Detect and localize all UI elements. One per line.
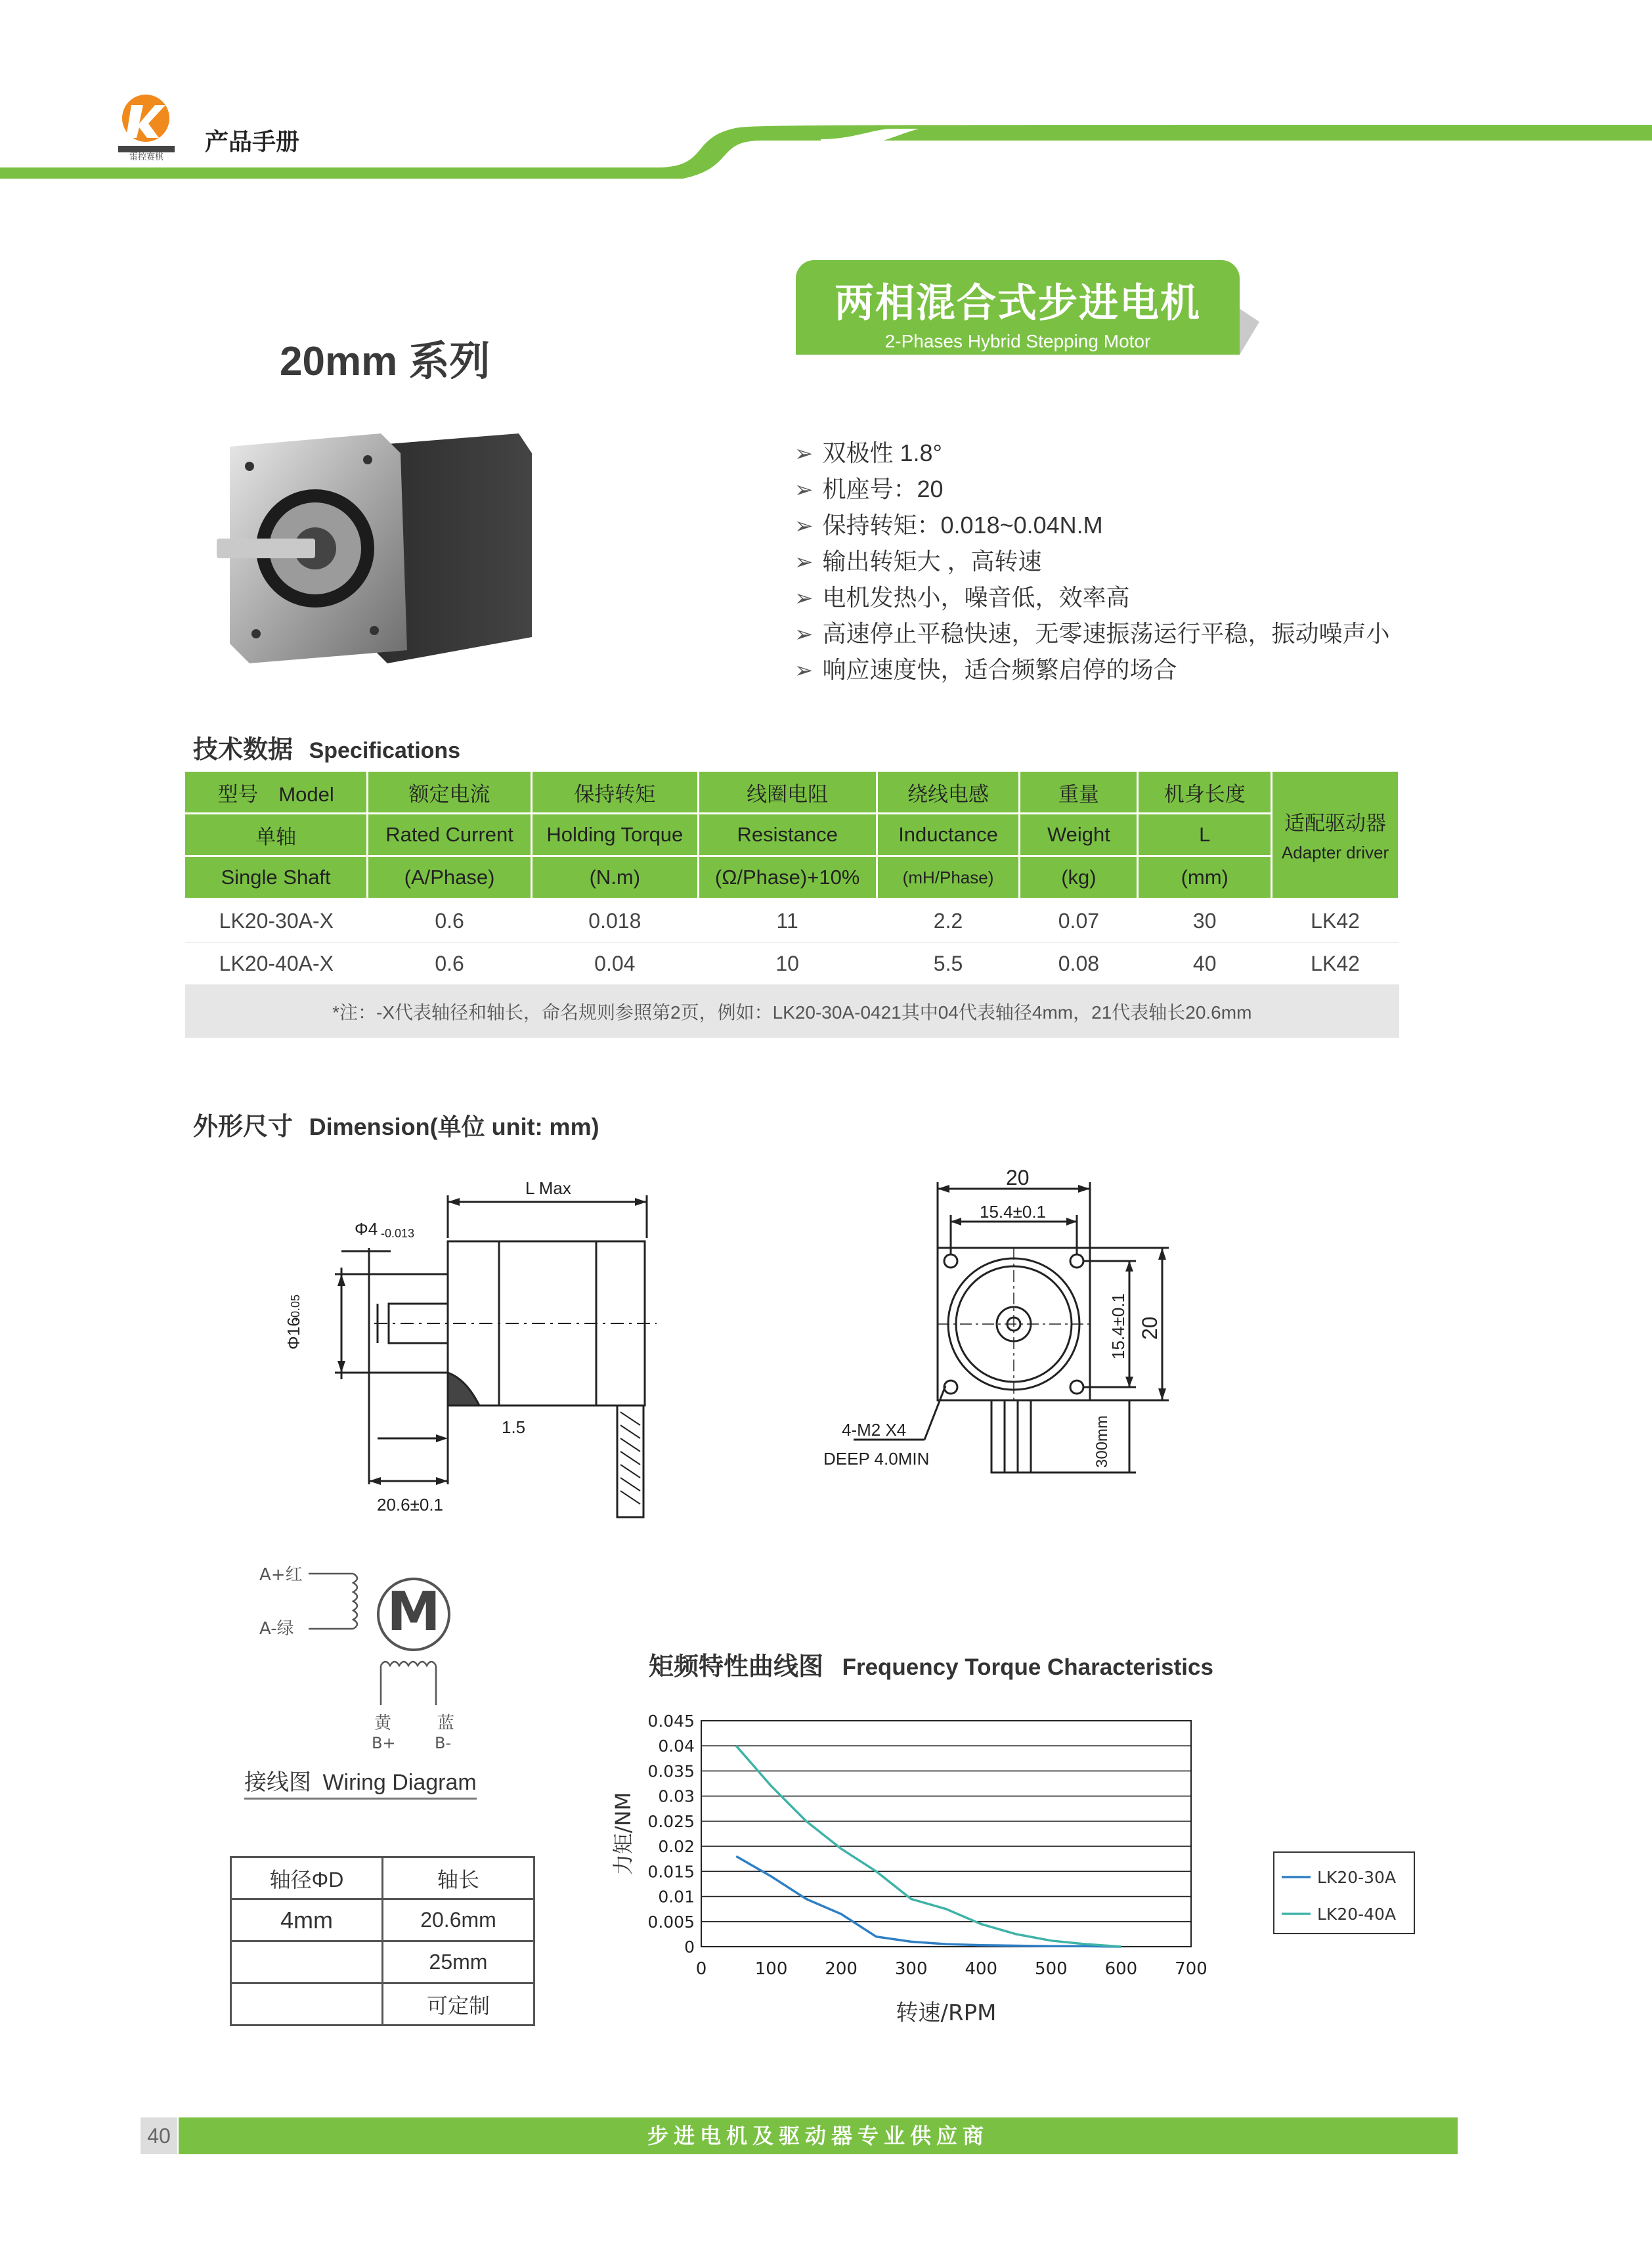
th-length-unit: (mm) (1138, 856, 1272, 899)
footer-slogan: 步进电机及驱动器专业供应商 (179, 2117, 1458, 2154)
th-single-shaft: Single Shaft (185, 856, 368, 899)
th-length-en: L (1138, 814, 1272, 856)
label-deep: DEEP 4.0MIN (823, 1449, 930, 1469)
cell-resistance: 10 (698, 942, 877, 985)
cell-torque: 0.018 (531, 899, 698, 942)
th-inductance-unit: (mH/Phase) (877, 856, 1020, 899)
shaft-th-length: 轴长 (383, 1857, 534, 1899)
th-current: 额定电流 (368, 772, 532, 814)
table-row (185, 942, 1399, 985)
x-tick-label: 500 (1035, 1959, 1068, 1979)
cell-length: 40 (1138, 942, 1272, 985)
th-torque-en: Holding Torque (531, 814, 698, 856)
y-tick-label: 0.045 (647, 1712, 695, 1731)
specs-table (185, 772, 1400, 1038)
specs-note: *注：-X代表轴径和轴长，命名规则参照第2页，例如：LK20-30A-0421其中04代表轴径4mm，21代表轴长20.6mm (185, 985, 1399, 1038)
cell-current: 0.6 (368, 899, 532, 942)
y-tick-label: 0.035 (647, 1761, 695, 1781)
x-tick-label: 100 (754, 1959, 788, 1979)
dimension-title-zh: 外形尺寸 (193, 1113, 293, 1141)
cell-current: 0.6 (368, 942, 532, 985)
label-phi4-tol: -0.013 (381, 1227, 415, 1240)
label-wire-300: 300mm (1093, 1415, 1111, 1468)
dimension-section-title (193, 1106, 599, 1142)
x-tick-label: 400 (965, 1959, 998, 1979)
cell-length: 30 (1138, 899, 1272, 942)
x-tick-label: 700 (1175, 1959, 1207, 1979)
shaft-cell-diameter (231, 1941, 383, 1983)
th-inductance: 绕线电感 (877, 772, 1020, 814)
shaft-table (230, 1856, 535, 2026)
label-phi4: Φ4 (355, 1219, 378, 1239)
label-m2: 4-M2 X4 (842, 1420, 907, 1440)
specs-section-title (193, 729, 460, 765)
motor-photo (210, 420, 545, 670)
y-tick-label: 0.01 (658, 1887, 695, 1907)
wiring-diagram (243, 1550, 492, 1760)
feature-item: ➢ 保持转矩：0.018~0.04N.M (794, 507, 1517, 543)
label-height-15-4: 15.4±0.1 (1108, 1293, 1128, 1360)
shaft-cell-diameter (231, 1983, 383, 2026)
feature-item: ➢ 输出转矩大 ，高转速 (794, 543, 1517, 579)
th-torque-unit: (N.m) (531, 856, 698, 899)
label-1-5: 1.5 (502, 1417, 526, 1437)
feature-item: ➢ 响应速度快，适合频繁启停的场合 (794, 652, 1517, 688)
chart-title (649, 1646, 1213, 1682)
page-number: 40 (141, 2117, 177, 2154)
cell-weight: 0.08 (1020, 942, 1138, 985)
cell-model: LK20-30A-X (185, 899, 368, 942)
y-axis-label: 力矩/NM (611, 1792, 636, 1876)
logo-text: 雷控赛棋 (129, 152, 163, 162)
product-title-zh: 两相混合式步进电机 (835, 281, 1201, 325)
wiring-caption (244, 1764, 477, 1800)
product-title-box (796, 260, 1240, 355)
y-tick-label: 0.015 (647, 1862, 695, 1882)
shaft-cell-length: 可定制 (383, 1983, 534, 2026)
th-weight-unit: (kg) (1020, 856, 1138, 899)
label-width-20: 20 (1006, 1166, 1030, 1189)
th-driver (1272, 772, 1399, 899)
th-torque: 保持转矩 (531, 772, 698, 814)
y-tick-label: 0.02 (658, 1837, 695, 1857)
front-view-drawing (814, 1156, 1221, 1484)
cell-driver: LK42 (1272, 942, 1399, 985)
label-width-15-4: 15.4±0.1 (980, 1202, 1047, 1222)
motor-symbol: M (387, 1581, 441, 1643)
wire-b-plus: B+ (372, 1734, 396, 1752)
wire-a-minus: A-绿 (259, 1619, 294, 1639)
wire-a-plus: A+红 (259, 1565, 303, 1585)
cell-inductance: 5.5 (877, 942, 1020, 985)
feature-item: ➢ 机座号：20 (794, 471, 1517, 507)
th-current-unit: (A/Phase) (368, 856, 532, 899)
cell-model: LK20-40A-X (185, 942, 368, 985)
table-row (185, 899, 1399, 942)
label-height-20: 20 (1138, 1316, 1162, 1340)
plot-area (701, 1721, 1191, 1947)
label-lmax: L Max (525, 1178, 571, 1198)
chart-title-zh: 矩频特性曲线图 (649, 1653, 824, 1681)
x-tick-label: 600 (1104, 1959, 1138, 1979)
feature-item: ➢ 电机发热小，噪音低，效率高 (794, 579, 1517, 615)
y-tick-label: 0 (684, 1937, 695, 1957)
legend-label: LK20-40A (1317, 1905, 1397, 1924)
y-tick-label: 0.025 (647, 1811, 695, 1831)
feature-item: ➢ 高速停止平稳快速，无零速振荡运行平稳，振动噪声小 (794, 615, 1517, 652)
th-resistance-unit: (Ω/Phase)+10% (698, 856, 877, 899)
x-tick-label: 200 (825, 1959, 858, 1979)
th-weight-en: Weight (1020, 814, 1138, 856)
shaft-th-diameter: 轴径ΦD (231, 1857, 383, 1899)
x-tick-label: 0 (695, 1959, 707, 1979)
th-resistance: 线圈电阻 (698, 772, 877, 814)
specs-title-zh: 技术数据 (193, 736, 293, 764)
legend-label: LK20-30A (1317, 1868, 1397, 1887)
brand-title: 产品手册 (205, 128, 300, 155)
cell-torque: 0.04 (531, 942, 698, 985)
table-row (231, 1899, 534, 1941)
wire-b-minus: B- (435, 1734, 452, 1752)
th-current-en: Rated Current (368, 814, 532, 856)
th-length: 机身长度 (1138, 772, 1272, 814)
th-model: 型号 Model (185, 772, 368, 814)
label-phi16-tol: -0.05 (289, 1294, 302, 1321)
cell-inductance: 2.2 (877, 899, 1020, 942)
th-weight: 重量 (1020, 772, 1138, 814)
wiring-caption-en: Wiring Diagram (322, 1770, 477, 1795)
shaft-cell-diameter: 4mm (231, 1899, 383, 1941)
shaft-cell-length: 20.6mm (383, 1899, 534, 1941)
table-row (231, 1983, 534, 2026)
th-shaft: 单轴 (185, 814, 368, 856)
y-tick-label: 0.04 (658, 1737, 695, 1756)
label-20-6: 20.6±0.1 (377, 1495, 444, 1515)
table-row (231, 1941, 534, 1983)
dimension-title-en: Dimension(单位 unit: mm) (309, 1113, 599, 1140)
cell-weight: 0.07 (1020, 899, 1138, 942)
series-title: 20mm 系列 (280, 339, 490, 384)
th-resistance-en: Resistance (698, 814, 877, 856)
side-view-drawing (276, 1169, 683, 1524)
wiring-caption-zh: 接线图 (244, 1770, 311, 1795)
product-title-en: 2-Phases Hybrid Stepping Motor (884, 331, 1151, 351)
y-tick-label: 0.005 (647, 1912, 695, 1932)
th-driver-zh: 适配驱动器 (1284, 812, 1387, 835)
title-fold-decoration (1240, 309, 1266, 355)
torque-chart (591, 1694, 1445, 2036)
feature-item: ➢ 双极性 1.8° (794, 435, 1517, 471)
x-axis-label: 转速/RPM (896, 2000, 997, 2026)
label-phi16: Φ16 (284, 1317, 303, 1350)
specs-title-en: Specifications (309, 738, 461, 763)
th-inductance-en: Inductance (877, 814, 1020, 856)
x-tick-label: 300 (894, 1959, 928, 1979)
chart-title-en: Frequency Torque Characteristics (842, 1654, 1213, 1680)
y-tick-label: 0.03 (658, 1786, 695, 1806)
wire-b-minus-color: 蓝 (437, 1714, 455, 1733)
wire-b-plus-color: 黄 (374, 1714, 392, 1733)
cell-resistance: 11 (698, 899, 877, 942)
cell-driver: LK42 (1272, 899, 1399, 942)
th-driver-en: Adapter driver (1281, 843, 1389, 862)
shaft-cell-length: 25mm (383, 1941, 534, 1983)
feature-list (794, 435, 1517, 688)
